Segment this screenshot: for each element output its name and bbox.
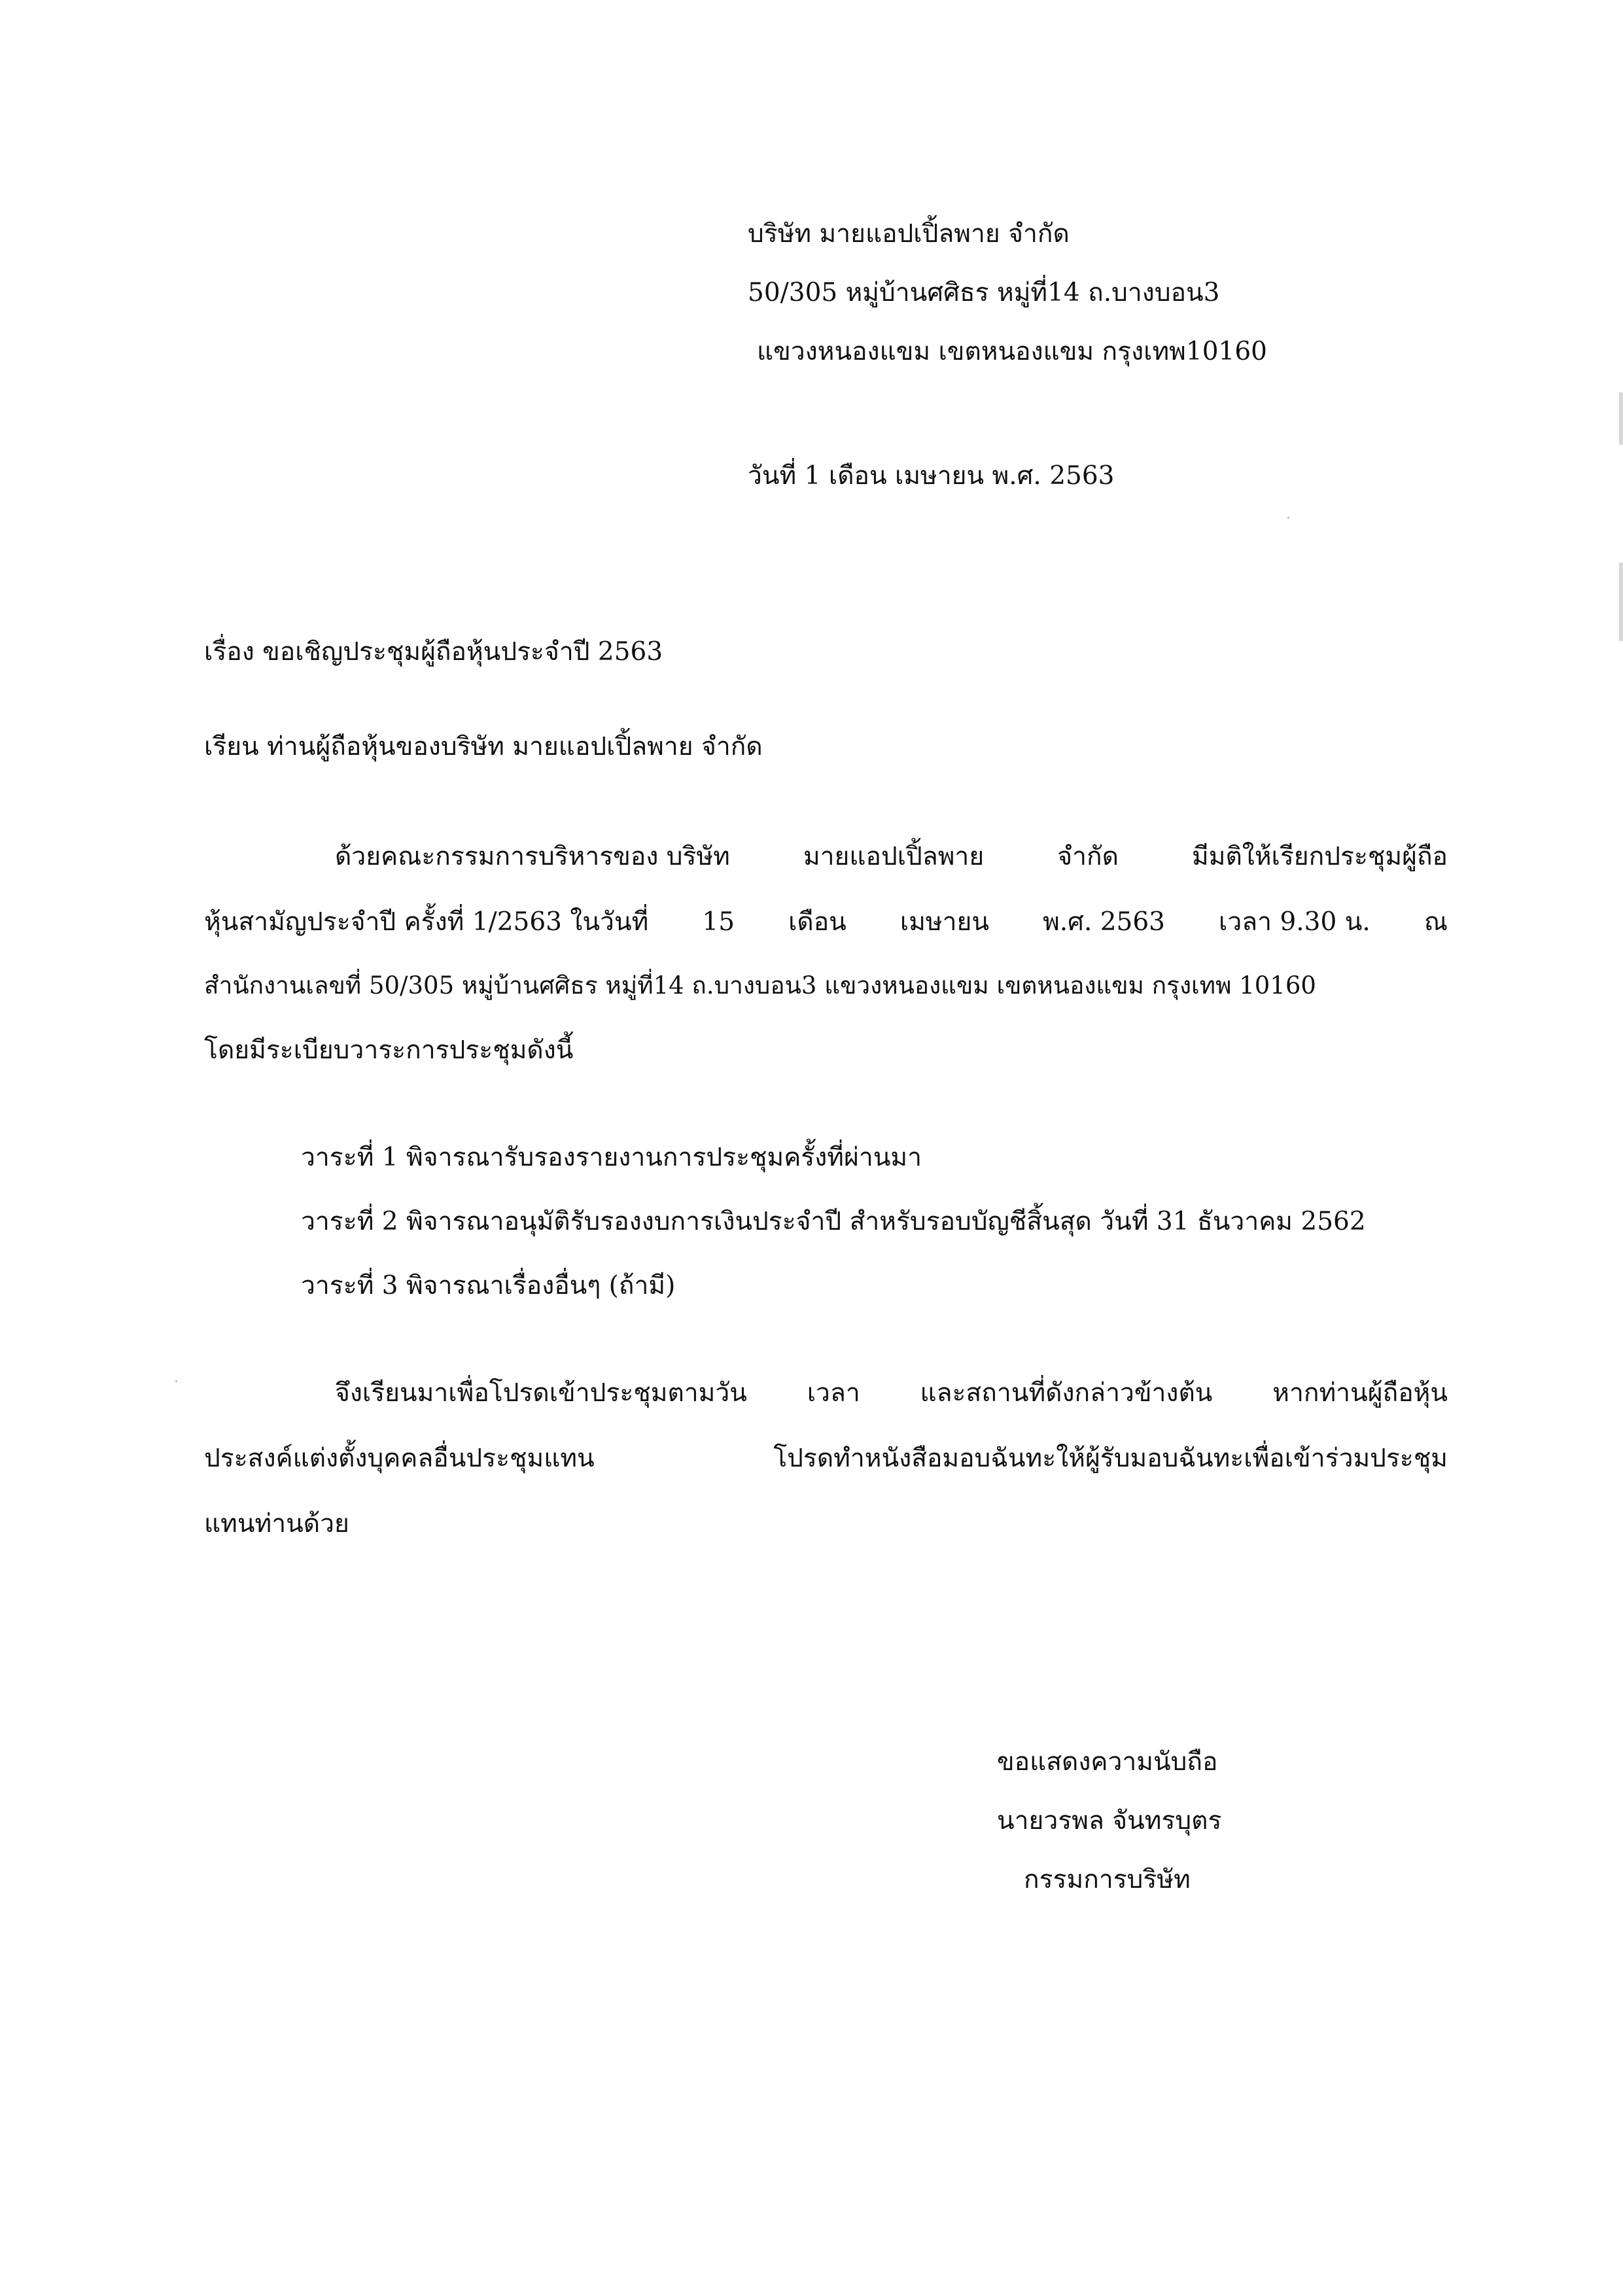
scan-speck (1287, 517, 1289, 519)
paragraph-1-line-4: โดยมีระเบียบวาระการประชุมดังนี้ (204, 1035, 574, 1065)
sender-company: บริษัท มายแอปเปิ้ลพาย จำกัด (748, 219, 1070, 249)
sender-address-line-1: 50/305 หมู่บ้านศศิธร หมู่ที่14 ถ.บางบอน3 (748, 278, 1220, 307)
signer-name: นายวรพล จันทรบุตร (997, 1806, 1222, 1835)
closing-salutation: ขอแสดงความนับถือ (997, 1747, 1218, 1777)
paragraph-1-line-2 (204, 909, 1448, 935)
paragraph-1-line-1 (335, 844, 1448, 869)
text-segment: พ.ศ. 2563 (1043, 907, 1165, 937)
agenda-item-2: วาระที่ 2 พิจารณาอนุมัติรับรองงบการเงินประจำปี สำหรับรอบบัญชีสิ้นสุด วันที่ 31 ธันวาคม 2562 (301, 1207, 1366, 1236)
text-segment: หากท่านผู้ถือหุ้น (1272, 1378, 1448, 1408)
text-segment: หุ้นสามัญประจำปี ครั้งที่ 1/2563 ในวันที่ (204, 907, 649, 937)
text-segment: จึงเรียนมาเพื่อโปรดเข้าประชุมตามวัน (335, 1378, 747, 1408)
text-segment: โปรดทำหนังสือมอบฉันทะให้ผู้รับมอบฉันทะเพื่อเข้าร่วมประชุม (773, 1444, 1448, 1473)
letter-date: วันที่ 1 เดือน เมษายน พ.ศ. 2563 (748, 461, 1115, 491)
text-segment: เวลา 9.30 น. (1219, 907, 1370, 937)
text-segment: 15 (702, 907, 735, 937)
scan-speck (175, 1380, 177, 1382)
paragraph-2-line-1 (335, 1380, 1448, 1406)
scan-edge-mark (1619, 392, 1623, 445)
letter-subject: เรื่อง ขอเชิญประชุมผู้ถือหุ้นประจำปี 2563 (204, 637, 663, 667)
paragraph-2-line-3: แทนท่านด้วย (204, 1509, 349, 1539)
text-segment: มายแอปเปิ้ลพาย (803, 842, 985, 871)
sender-address-line-2: แขวงหนองแขม เขตหนองแขม กรุงเทพ10160 (757, 337, 1267, 366)
agenda-item-1: วาระที่ 1 พิจารณารับรองรายงานการประชุมครั้งที่ผ่านมา (301, 1143, 922, 1172)
paragraph-1-line-3: สำนักงานเลขที่ 50/305 หมู่บ้านศศิธร หมู่ที่14 ถ.บางบอน3 แขวงหนองแขม เขตหนองแขม กรุงเทพ 10160 (204, 971, 1316, 1000)
text-segment: เมษายน (899, 907, 990, 937)
agenda-item-3: วาระที่ 3 พิจารณาเรื่องอื่นๆ (ถ้ามี) (301, 1271, 676, 1300)
letter-recipient: เรียน ท่านผู้ถือหุ้นของบริษัท มายแอปเปิ้ลพาย จำกัด (204, 732, 763, 761)
text-segment: เดือน (788, 907, 846, 937)
text-segment: จำกัด (1057, 842, 1119, 871)
paragraph-2-line-2 (204, 1446, 1448, 1471)
scan-edge-mark (1619, 563, 1623, 641)
text-segment: ณ (1423, 907, 1448, 937)
text-segment: เวลา (807, 1378, 860, 1408)
text-segment: ประสงค์แต่งตั้งบุคคลอื่นประชุมแทน (204, 1444, 595, 1473)
signer-title: กรรมการบริษัท (1024, 1865, 1191, 1894)
text-segment: มีมติให้เรียกประชุมผู้ถือ (1192, 842, 1448, 871)
text-segment: และสถานที่ดังกล่าวข้างต้น (920, 1378, 1213, 1408)
text-segment: ด้วยคณะกรรมการบริหารของ บริษัท (335, 842, 730, 871)
